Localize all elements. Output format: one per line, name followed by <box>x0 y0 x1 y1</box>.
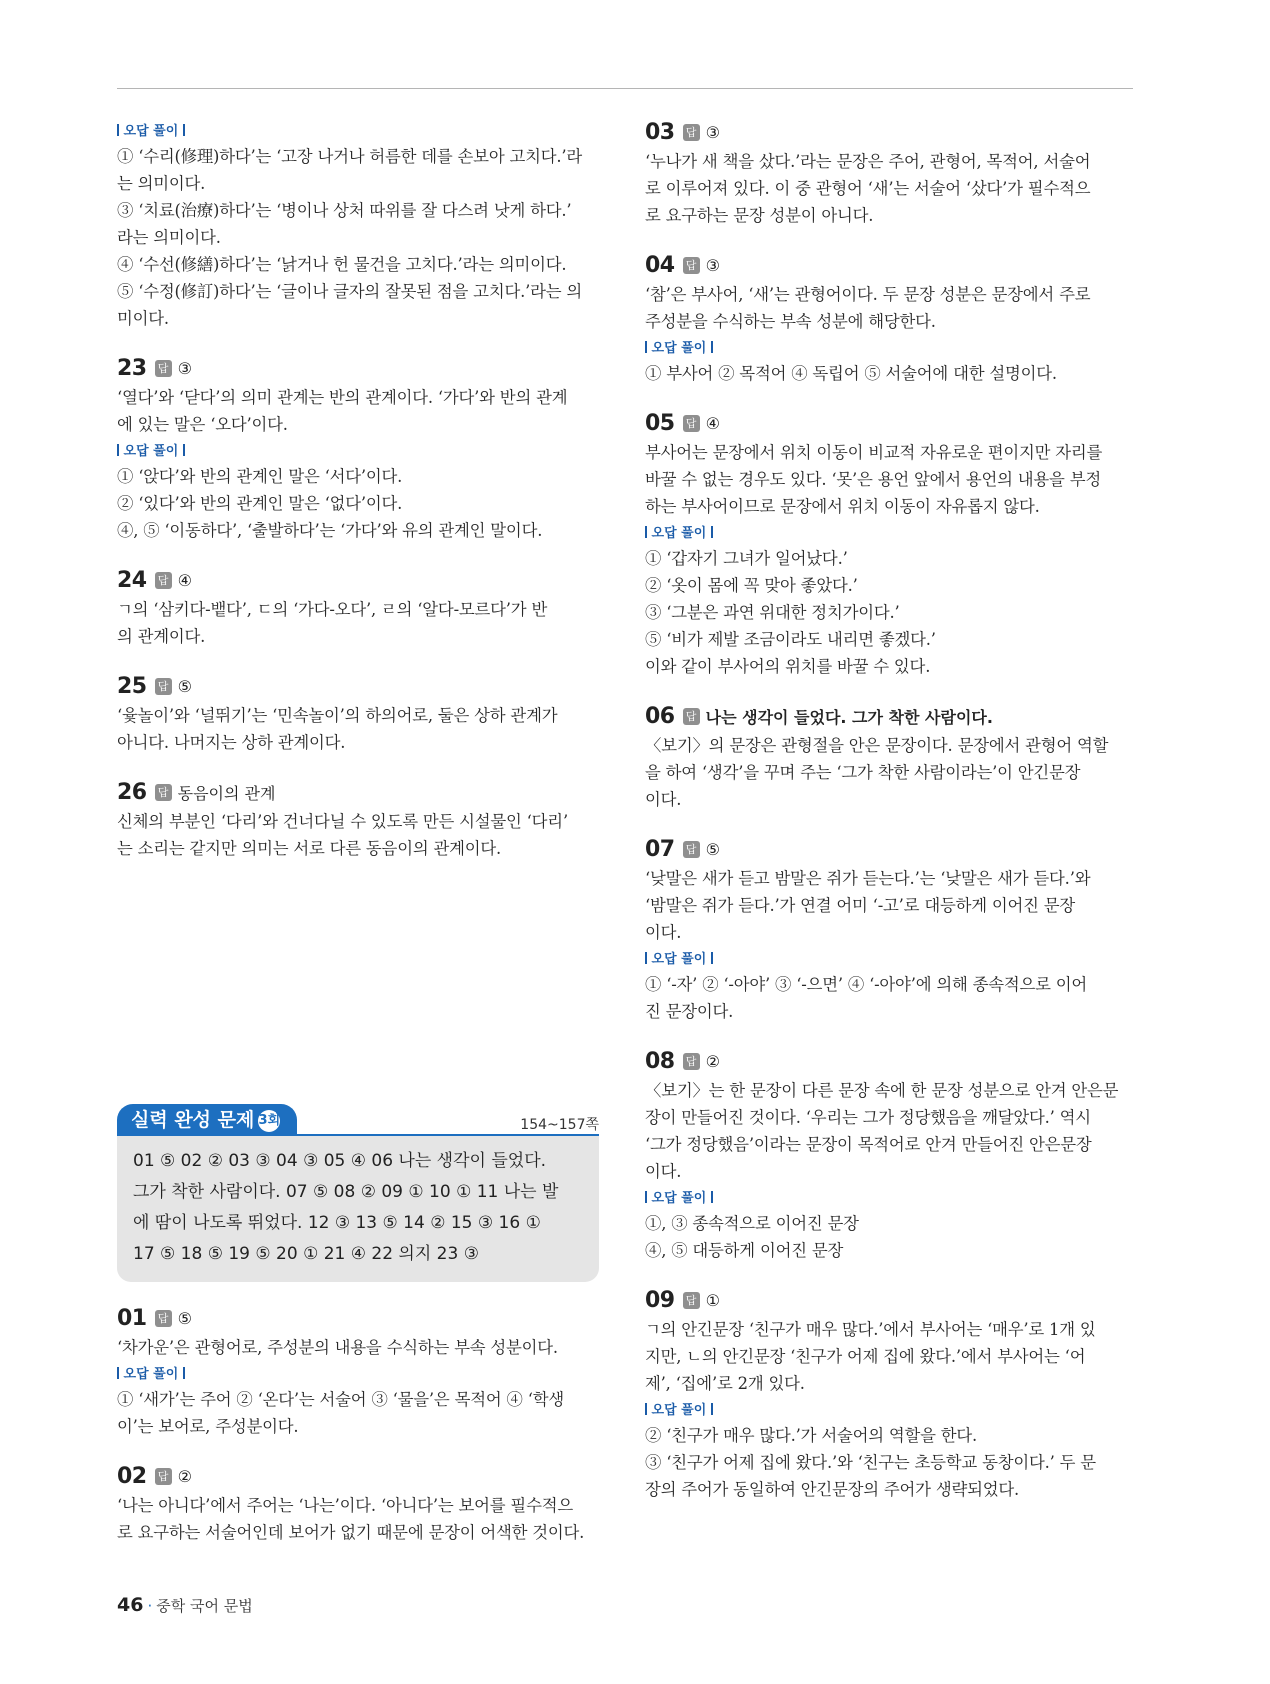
q04-od: ① 부사어 ② 목적어 ④ 독립어 ⑤ 서술어에 대한 설명이다. <box>645 364 1057 383</box>
q05-od: ① ‘갑자기 그녀가 일어났다.’ <box>645 549 848 568</box>
question-23-header: 23 답 ③ <box>117 356 192 381</box>
q26-text: 신체의 부분인 ‘다리’와 건너다닐 수 있도록 만든 시설물인 ‘다리’ <box>117 812 568 831</box>
q24-text: ㄱ의 ‘삼키다-뱉다’, ㄷ의 ‘가다-오다’, ㄹ의 ‘알다-모르다’가 반 <box>117 600 548 619</box>
q06-text: 〈보기〉의 문장은 관형절을 안은 문장이다. 문장에서 관형어 역할 <box>645 736 1109 755</box>
q03-text: ‘누나가 새 책을 샀다.’라는 문장은 주어, 관형어, 목적어, 서술어 <box>645 152 1091 171</box>
q08-text: ‘그가 정당했음’이라는 문장이 목적어로 안겨 만들어진 안은문장 <box>645 1135 1092 1154</box>
q03-text: 로 요구하는 문장 성분이 아니다. <box>645 206 874 225</box>
answer-line: 그가 착한 사람이다. 07 ⑤ 08 ② 09 ① 10 ① 11 나는 발 <box>133 1182 559 1202</box>
question-01-header: 01 답 ⑤ <box>117 1306 192 1331</box>
q01-od: 이’는 보어로, 주성분이다. <box>117 1417 299 1436</box>
q07-text: 이다. <box>645 923 682 942</box>
q04-text: 주성분을 수식하는 부속 성분에 해당한다. <box>645 312 936 331</box>
q26-text: 는 소리는 같지만 의미는 서로 다른 동음이의 관계이다. <box>117 839 502 858</box>
q01-od: ① ‘새가’는 주어 ② ‘온다’는 서술어 ③ ‘물을’은 목적어 ④ ‘학생 <box>117 1390 564 1409</box>
q08-text: 〈보기〉는 한 문장이 다른 문장 속에 한 문장 성분으로 안겨 안은문 <box>645 1081 1119 1100</box>
intro-line: 는 의미이다. <box>117 174 206 193</box>
question-09-header: 09 답 ① <box>645 1288 720 1313</box>
q05-text: 부사어는 문장에서 위치 이동이 비교적 자유로운 편이지만 자리를 <box>645 443 1103 462</box>
q25-text: ‘윷놀이’와 ‘널뛰기’는 ‘민속놀이’의 하의어로, 둘은 상하 관계가 <box>117 706 558 725</box>
od-label: 오답 풀이 <box>117 442 599 462</box>
q23-od: ② ‘있다’와 반의 관계인 말은 ‘없다’이다. <box>117 494 403 513</box>
q09-text: 제’, ‘집에’로 2개 있다. <box>645 1374 805 1393</box>
q08-od: ④, ⑤ 대등하게 이어진 문장 <box>645 1241 844 1260</box>
q08-text: 장이 만들어진 것이다. ‘우리는 그가 정당했음을 깨달았다.’ 역시 <box>645 1108 1091 1127</box>
od-label: 오답 풀이 <box>645 339 1127 359</box>
page-number: 46 <box>117 1594 144 1616</box>
q05-text: 하는 부사어이므로 문장에서 위치 이동이 자유롭지 않다. <box>645 497 1040 516</box>
intro-line: 미이다. <box>117 309 169 328</box>
right-column <box>645 118 1127 1503</box>
q03-text: 로 이루어져 있다. 이 중 관형어 ‘새’는 서술어 ‘샀다’가 필수적으 <box>645 179 1091 198</box>
intro-line: ⑤ ‘수정(修訂)하다’는 ‘글이나 글자의 잘못된 점을 고치다.’라는 의 <box>117 282 583 301</box>
q23-od: ① ‘앉다’와 반의 관계인 말은 ‘서다’이다. <box>117 467 403 486</box>
question-04-header: 04 답 ③ <box>645 253 720 278</box>
od-label: 오답 풀이 <box>117 122 599 142</box>
q07-text: ‘밤말은 쥐가 듣다.’가 연결 어미 ‘-고’로 대등하게 이어진 문장 <box>645 896 1076 915</box>
q23-text: ‘열다’와 ‘닫다’의 의미 관계는 반의 관계이다. ‘가다’와 반의 관계 <box>117 388 568 407</box>
question-06-header: 06 답 나는 생각이 들었다. 그가 착한 사람이다. <box>645 704 993 729</box>
od-label: 오답 풀이 <box>645 1401 1127 1421</box>
q02-text: ‘나는 아니다’에서 주어는 ‘나는’이다. ‘아니다’는 보어를 필수적으 <box>117 1496 573 1515</box>
od-label: 오답 풀이 <box>645 950 1127 970</box>
q25-text: 아니다. 나머지는 상하 관계이다. <box>117 733 346 752</box>
question-26-header: 26 답 동음이의 관계 <box>117 780 276 805</box>
question-03-header: 03 답 ③ <box>645 120 720 145</box>
page-footer: 46 · 중학 국어 문법 <box>117 1594 253 1616</box>
intro-line: ④ ‘수선(修繕)하다’는 ‘낡거나 헌 물건을 고치다.’라는 의미이다. <box>117 255 567 274</box>
intro-line: ③ ‘치료(治療)하다’는 ‘병이나 상처 따위를 잘 다스려 낫게 하다.’ <box>117 201 572 220</box>
q05-od: ③ ‘그분은 과연 위대한 정치가이다.’ <box>645 603 900 622</box>
question-08-header: 08 답 ② <box>645 1049 720 1074</box>
q05-od: 이와 같이 부사어의 위치를 바꿀 수 있다. <box>645 657 931 676</box>
answer-line: 에 땀이 나도록 뛰었다. 12 ③ 13 ⑤ 14 ② 15 ③ 16 ① <box>133 1213 541 1233</box>
answer-line: 17 ⑤ 18 ⑤ 19 ⑤ 20 ① 21 ④ 22 의지 23 ③ <box>133 1244 479 1264</box>
od-label: 오답 풀이 <box>117 1365 599 1385</box>
q08-text: 이다. <box>645 1162 682 1181</box>
question-25-header: 25 답 ⑤ <box>117 674 192 699</box>
q04-text: ‘참’은 부사어, ‘새’는 관형어이다. 두 문장 성분은 문장에서 주로 <box>645 285 1091 304</box>
q09-od: ③ ‘친구가 어제 집에 왔다.’와 ‘친구는 초등학교 동창이다.’ 두 문 <box>645 1453 1096 1472</box>
section-title: 실력 완성 문제 3회 <box>117 1104 297 1136</box>
question-02-header: 02 답 ② <box>117 1464 192 1489</box>
od-label: 오답 풀이 <box>645 1189 1127 1209</box>
book-title: 중학 국어 문법 <box>156 1597 253 1615</box>
intro-line: 라는 의미이다. <box>117 228 221 247</box>
q05-text: 바꿀 수 없는 경우도 있다. ‘못’은 용언 앞에서 용언의 내용을 부정 <box>645 470 1101 489</box>
q06-text: 을 하여 ‘생각’을 꾸며 주는 ‘그가 착한 사람이라는’이 안긴문장 <box>645 763 1081 782</box>
question-07-header: 07 답 ⑤ <box>645 837 720 862</box>
answer-line: 01 ⑤ 02 ② 03 ③ 04 ③ 05 ④ 06 나는 생각이 들었다. <box>133 1151 547 1171</box>
round-badge: 3회 <box>258 1110 280 1132</box>
page-range: 154~157쪽 <box>520 1117 599 1133</box>
left-column <box>117 118 599 1546</box>
q23-text: 에 있는 말은 ‘오다’이다. <box>117 415 288 434</box>
question-24-header: 24 답 ④ <box>117 568 192 593</box>
od-label: 오답 풀이 <box>645 524 1127 544</box>
q07-text: ‘낮말은 새가 듣고 밤말은 쥐가 듣는다.’는 ‘낮말은 새가 듣다.’와 <box>645 869 1091 888</box>
q09-text: ㄱ의 안긴문장 ‘친구가 매우 많다.’에서 부사어는 ‘매우’로 1개 있 <box>645 1320 1096 1339</box>
q23-od: ④, ⑤ ‘이동하다’, ‘출발하다’는 ‘가다’와 유의 관계인 말이다. <box>117 521 543 540</box>
q05-od: ⑤ ‘비가 제발 조금이라도 내리면 좋겠다.’ <box>645 630 936 649</box>
q07-od: ① ‘-자’ ② ‘-아야’ ③ ‘-으면’ ④ ‘-아야’에 의해 종속적으로 이어 <box>645 975 1088 994</box>
intro-line: ① ‘수리(修理)하다’는 ‘고장 나거나 허름한 데를 손보아 고치다.’라 <box>117 147 583 166</box>
q24-text: 의 관계이다. <box>117 627 206 646</box>
q01-text: ‘차가운’은 관형어로, 주성분의 내용을 수식하는 부속 성분이다. <box>117 1338 558 1357</box>
q05-od: ② ‘옷이 몸에 꼭 맞아 좋았다.’ <box>645 576 858 595</box>
q09-od: ② ‘친구가 매우 많다.’가 서술어의 역할을 한다. <box>645 1426 978 1445</box>
top-rule <box>117 88 1133 89</box>
q02-text: 로 요구하는 서술어인데 보어가 없기 때문에 문장이 어색한 것이다. <box>117 1523 585 1542</box>
section-banner <box>117 1104 599 1136</box>
q09-od: 장의 주어가 동일하여 안긴문장의 주어가 생략되었다. <box>645 1480 1019 1499</box>
q08-od: ①, ③ 종속적으로 이어진 문장 <box>645 1214 859 1233</box>
answer-box <box>117 1136 599 1282</box>
q06-text: 이다. <box>645 790 682 809</box>
question-05-header: 05 답 ④ <box>645 411 720 436</box>
q09-text: 지만, ㄴ의 안긴문장 ‘친구가 어제 집에 왔다.’에서 부사어는 ‘어 <box>645 1347 1086 1366</box>
q07-od: 진 문장이다. <box>645 1002 734 1021</box>
